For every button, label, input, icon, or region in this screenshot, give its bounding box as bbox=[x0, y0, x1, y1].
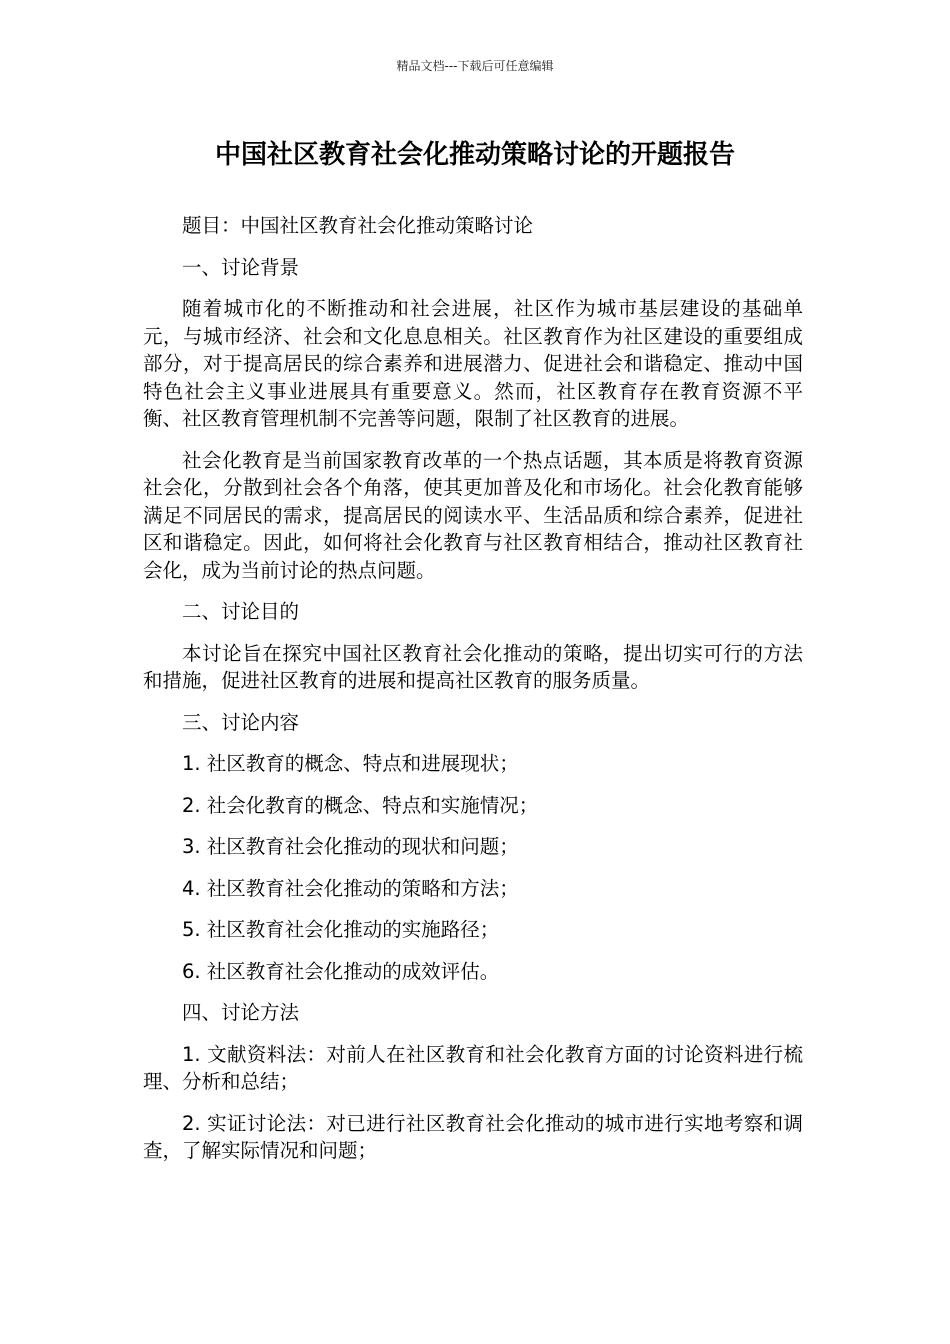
paragraph-purpose: 本讨论旨在探究中国社区教育社会化推动的策略，提出切实可行的方法和措施，促进社区教育的进展和提高社区教育的服务质量。 bbox=[143, 641, 803, 692]
section-heading-content: 三、讨论内容 bbox=[182, 710, 300, 734]
content-item-2: 2. 社会化教育的概念、特点和实施情况； bbox=[182, 793, 539, 817]
document-title: 中国社区教育社会化推动策略讨论的开题报告 bbox=[214, 140, 735, 170]
section-heading-method: 四、讨论方法 bbox=[182, 1001, 300, 1024]
topic-line: 题目：中国社区教育社会化推动策略讨论 bbox=[182, 214, 534, 237]
paragraph-background-1: 随着城市化的不断推动和社会进展，社区作为城市基层建设的基础单元，与城市经济、社会和文化息息相关。社区教育作为社区建设的重要组成部分，对于提高居民的综合素养和进展潜力、促进社会和谐稳定、推动中国特色社会主义事业进展具有重要意义。然而，社区教育存在教育资源不平衡、社区教育管理机制不完善等问题，限制了社区教育的进展。 bbox=[143, 297, 803, 430]
content-item-1: 1. 社区教育的概念、特点和进展现状； bbox=[182, 752, 519, 775]
section-heading-purpose: 二、讨论目的 bbox=[182, 600, 300, 623]
document-body bbox=[143, 212, 803, 1179]
content-item-6: 6. 社区教育社会化推动的成效评估。 bbox=[182, 959, 500, 983]
content-item-3: 3. 社区教育社会化推动的现状和问题； bbox=[182, 835, 519, 858]
header-note: 精品文档---下载后可任意编辑 bbox=[396, 59, 554, 73]
content-item-5: 5. 社区教育社会化推动的实施路径； bbox=[182, 918, 500, 941]
paragraph-background-2: 社会化教育是当前国家教育改革的一个热点话题，其本质是将教育资源社会化，分散到社会各个角落，使其更加普及化和市场化。社会化教育能够满足不同居民的需求，提高居民的阅读水平、生活品质和综合素养，促进社区和谐稳定。因此，如何将社会化教育与社区教育相结合，推动社区教育社会化，成为当前讨论的热点问题。 bbox=[143, 448, 803, 582]
content-item-4: 4. 社区教育社会化推动的策略和方法； bbox=[182, 876, 519, 900]
method-item-2: 2. 实证讨论法：对已进行社区教育社会化推动的城市进行实地考察和调查，了解实际情况和问题； bbox=[143, 1111, 803, 1162]
method-item-1: 1. 文献资料法：对前人在社区教育和社会化教育方面的讨论资料进行梳理、分析和总结； bbox=[143, 1042, 803, 1093]
section-heading-background: 一、讨论背景 bbox=[182, 255, 300, 279]
